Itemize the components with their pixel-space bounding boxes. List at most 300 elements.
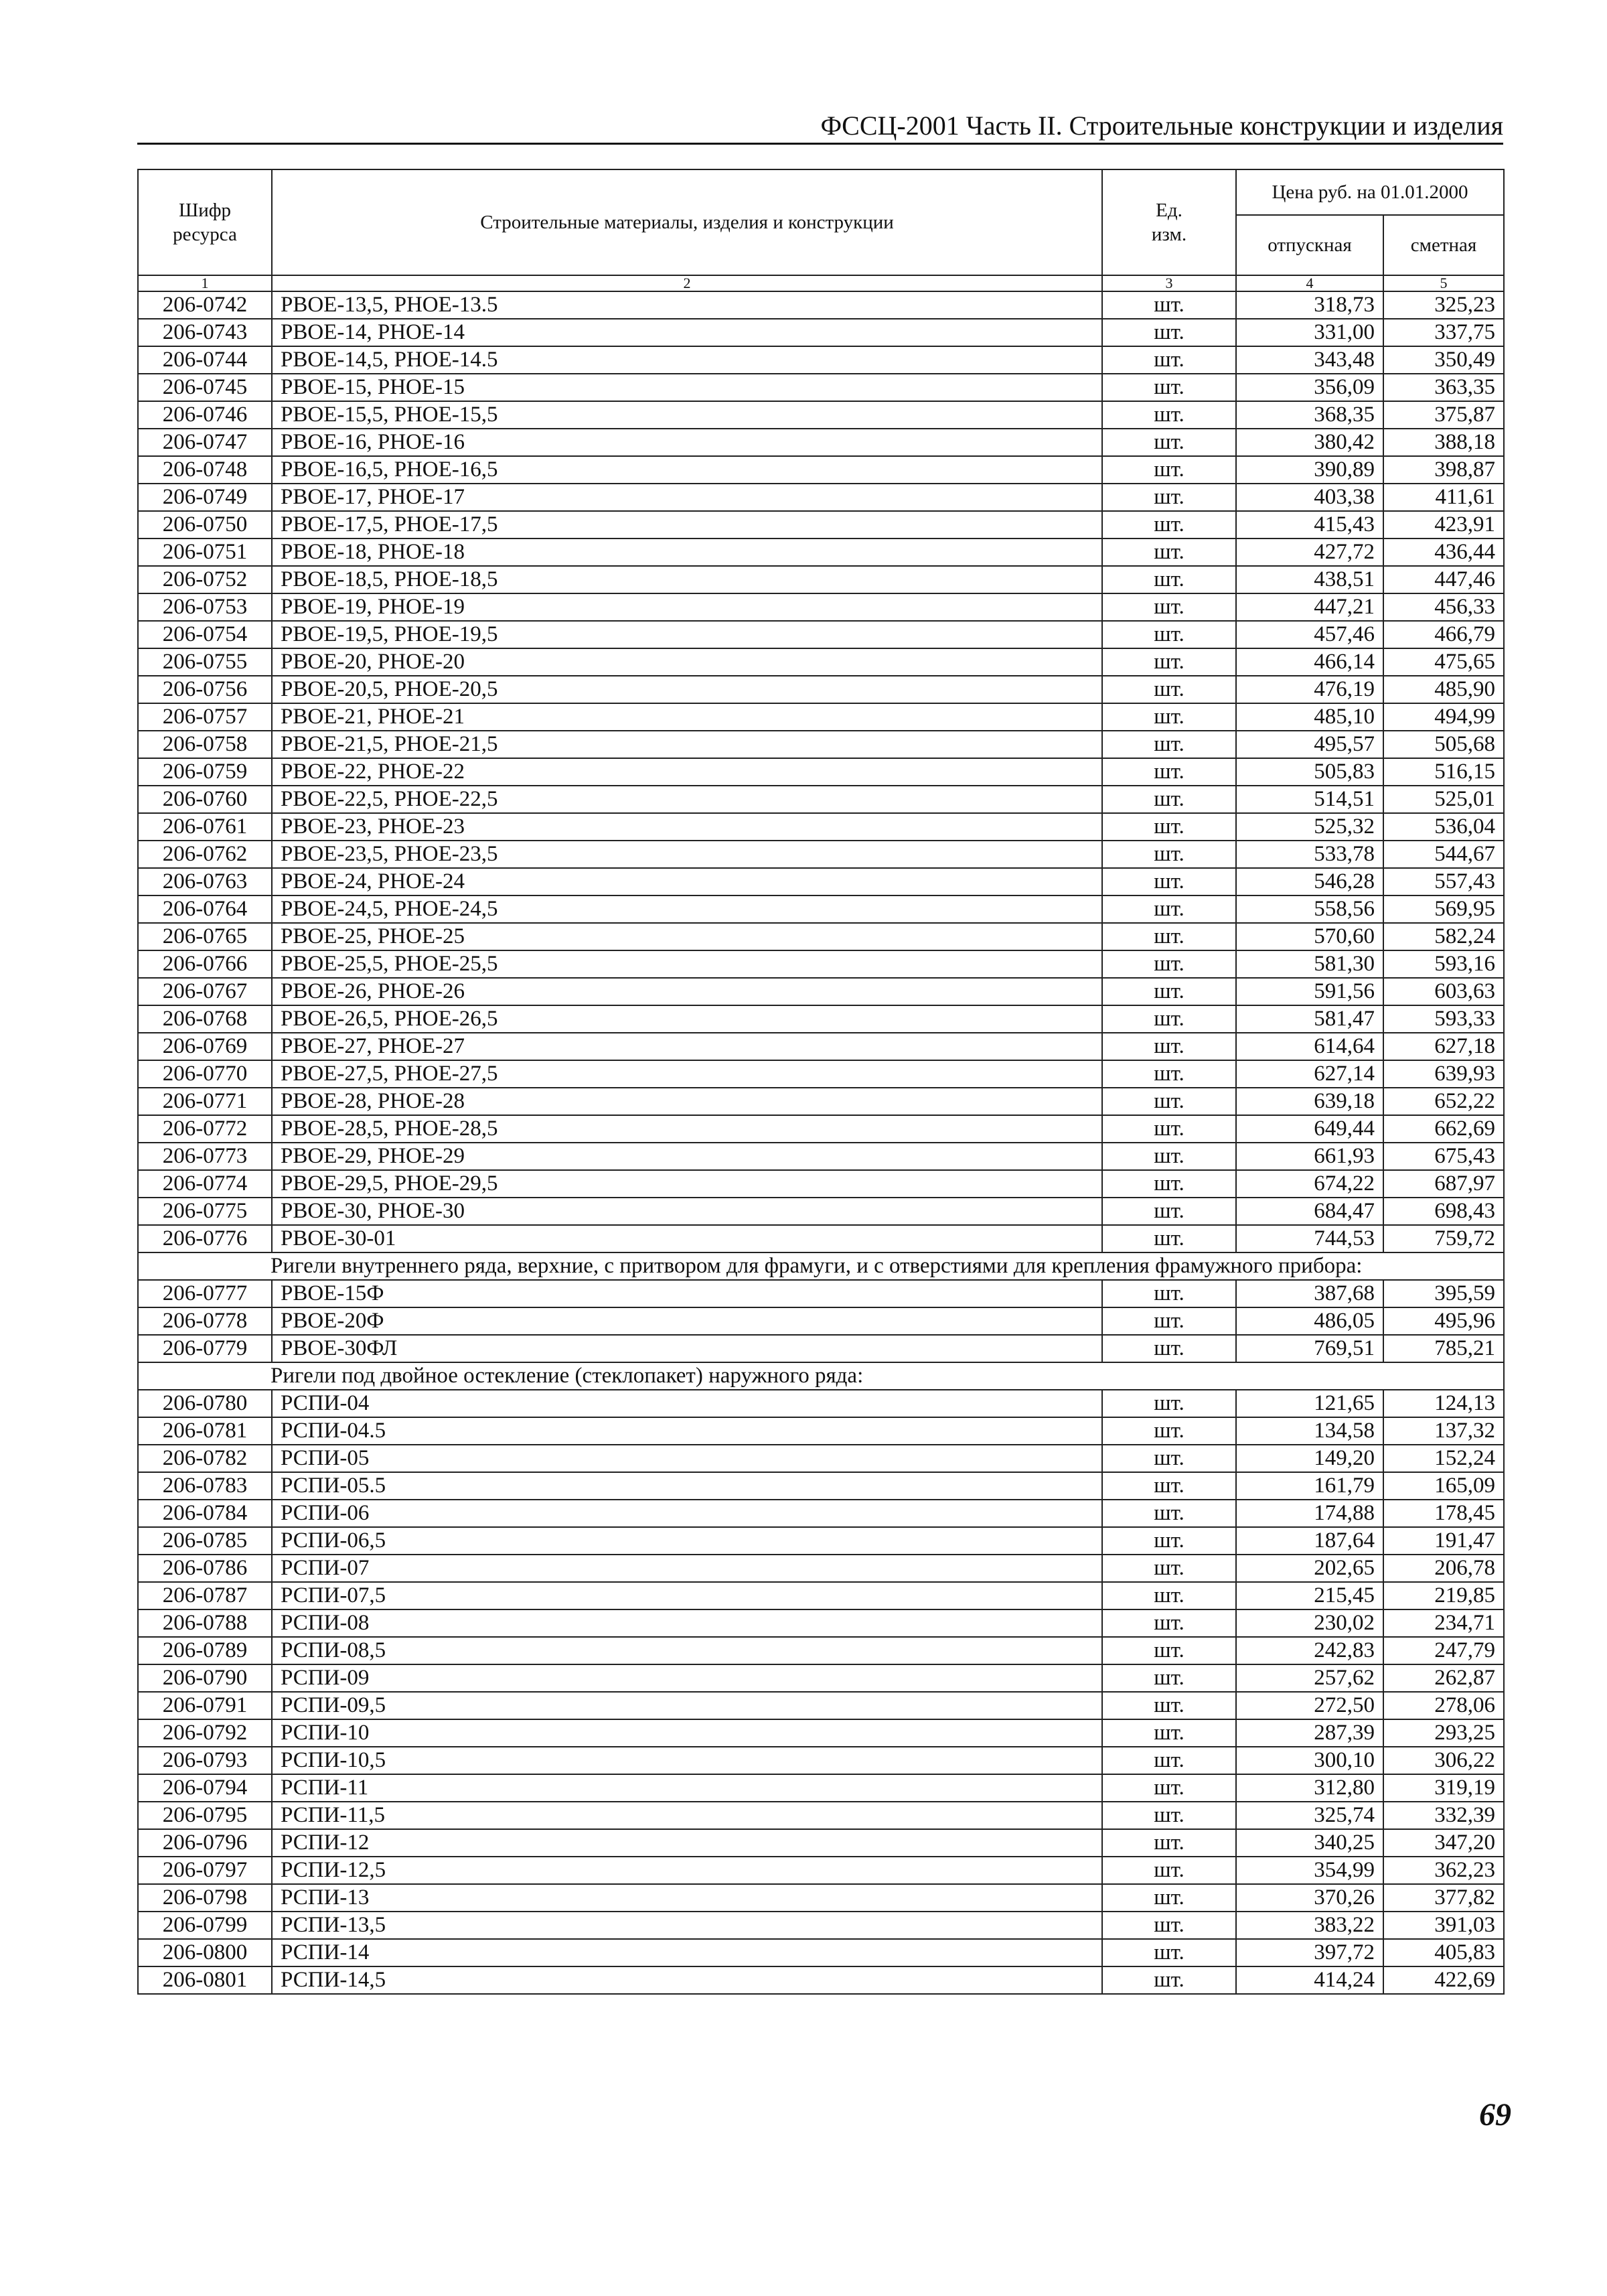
release-price-cell: 769,51 xyxy=(1236,1335,1383,1362)
unit-cell: шт. xyxy=(1102,758,1236,786)
column-header-release-price: отпускная xyxy=(1236,215,1383,275)
estimate-price-cell: 662,69 xyxy=(1383,1115,1504,1143)
unit-cell: шт. xyxy=(1102,813,1236,841)
estimate-price-cell: 466,79 xyxy=(1383,621,1504,648)
material-name-cell: РВОЕ-15,5, РНОЕ-15,5 xyxy=(272,401,1102,429)
table-row xyxy=(138,1609,1504,1637)
resource-code-cell: 206-0786 xyxy=(138,1555,272,1582)
material-name-cell: РВОЕ-15Ф xyxy=(272,1280,1102,1307)
resource-code-cell: 206-0745 xyxy=(138,374,272,401)
material-name-cell: РВОЕ-14,5, РНОЕ-14.5 xyxy=(272,346,1102,374)
material-name-cell: РВОЕ-28, РНОЕ-28 xyxy=(272,1088,1102,1115)
unit-cell: шт. xyxy=(1102,539,1236,566)
material-name-cell: РСПИ-05 xyxy=(272,1445,1102,1472)
material-name-cell: РВОЕ-17,5, РНОЕ-17,5 xyxy=(272,511,1102,539)
table-row xyxy=(138,786,1504,813)
material-name-cell: РВОЕ-18, РНОЕ-18 xyxy=(272,539,1102,566)
estimate-price-cell: 278,06 xyxy=(1383,1692,1504,1719)
release-price-cell: 368,35 xyxy=(1236,401,1383,429)
column-header-unit: Ед. изм. xyxy=(1102,169,1236,275)
material-name-cell: РВОЕ-13,5, РНОЕ-13.5 xyxy=(272,291,1102,319)
release-price-cell: 257,62 xyxy=(1236,1664,1383,1692)
unit-cell: шт. xyxy=(1102,978,1236,1005)
resource-code-cell: 206-0788 xyxy=(138,1609,272,1637)
column-number: 1 xyxy=(138,275,272,291)
unit-cell: шт. xyxy=(1102,1335,1236,1362)
estimate-price-cell: 191,47 xyxy=(1383,1527,1504,1555)
table-row xyxy=(138,1033,1504,1060)
release-price-cell: 272,50 xyxy=(1236,1692,1383,1719)
column-header-name: Строительные материалы, изделия и конструкции xyxy=(272,169,1102,275)
unit-cell: шт. xyxy=(1102,1307,1236,1335)
unit-cell: шт. xyxy=(1102,593,1236,621)
estimate-price-cell: 124,13 xyxy=(1383,1390,1504,1417)
table-row xyxy=(138,1088,1504,1115)
unit-cell: шт. xyxy=(1102,1060,1236,1088)
estimate-price-cell: 423,91 xyxy=(1383,511,1504,539)
table-row xyxy=(138,593,1504,621)
material-name-cell: РВОЕ-27, РНОЕ-27 xyxy=(272,1033,1102,1060)
resource-code-cell: 206-0756 xyxy=(138,676,272,703)
table-row xyxy=(138,1060,1504,1088)
unit-cell: шт. xyxy=(1102,319,1236,346)
unit-cell: шт. xyxy=(1102,841,1236,868)
release-price-cell: 312,80 xyxy=(1236,1774,1383,1802)
material-name-cell: РВОЕ-20, РНОЕ-20 xyxy=(272,648,1102,676)
material-name-cell: РВОЕ-29, РНОЕ-29 xyxy=(272,1143,1102,1170)
release-price-cell: 415,43 xyxy=(1236,511,1383,539)
table-row xyxy=(138,1884,1504,1912)
unit-cell: шт. xyxy=(1102,1005,1236,1033)
column-number: 4 xyxy=(1236,275,1383,291)
unit-cell: шт. xyxy=(1102,1884,1236,1912)
estimate-price-cell: 422,69 xyxy=(1383,1966,1504,1994)
table-row xyxy=(138,291,1504,319)
table-row xyxy=(138,456,1504,484)
resource-code-cell: 206-0746 xyxy=(138,401,272,429)
estimate-price-cell: 391,03 xyxy=(1383,1912,1504,1939)
resource-code-cell: 206-0759 xyxy=(138,758,272,786)
release-price-cell: 340,25 xyxy=(1236,1829,1383,1857)
column-number: 3 xyxy=(1102,275,1236,291)
resource-code-cell: 206-0743 xyxy=(138,319,272,346)
unit-cell: шт. xyxy=(1102,1637,1236,1664)
resource-code-cell: 206-0793 xyxy=(138,1747,272,1774)
release-price-cell: 397,72 xyxy=(1236,1939,1383,1966)
release-price-cell: 674,22 xyxy=(1236,1170,1383,1198)
release-price-cell: 591,56 xyxy=(1236,978,1383,1005)
release-price-cell: 161,79 xyxy=(1236,1472,1383,1500)
release-price-cell: 614,64 xyxy=(1236,1033,1383,1060)
resource-code-cell: 206-0752 xyxy=(138,566,272,593)
table-row xyxy=(138,1335,1504,1362)
unit-cell: шт. xyxy=(1102,429,1236,456)
release-price-cell: 466,14 xyxy=(1236,648,1383,676)
resource-code-cell: 206-0753 xyxy=(138,593,272,621)
resource-code-cell: 206-0762 xyxy=(138,841,272,868)
release-price-cell: 387,68 xyxy=(1236,1280,1383,1307)
material-name-cell: РВОЕ-20,5, РНОЕ-20,5 xyxy=(272,676,1102,703)
unit-cell: шт. xyxy=(1102,1527,1236,1555)
resource-code-cell: 206-0769 xyxy=(138,1033,272,1060)
table-row xyxy=(138,841,1504,868)
table-row xyxy=(138,868,1504,895)
estimate-price-cell: 388,18 xyxy=(1383,429,1504,456)
unit-cell: шт. xyxy=(1102,1582,1236,1609)
table-row xyxy=(138,703,1504,731)
material-name-cell: РСПИ-09 xyxy=(272,1664,1102,1692)
unit-cell: шт. xyxy=(1102,1115,1236,1143)
estimate-price-cell: 505,68 xyxy=(1383,731,1504,758)
section-heading-row xyxy=(138,1362,1504,1390)
table-row xyxy=(138,1912,1504,1939)
estimate-price-cell: 375,87 xyxy=(1383,401,1504,429)
release-price-cell: 661,93 xyxy=(1236,1143,1383,1170)
estimate-price-cell: 785,21 xyxy=(1383,1335,1504,1362)
estimate-price-cell: 325,23 xyxy=(1383,291,1504,319)
table-row xyxy=(138,566,1504,593)
material-name-cell: РВОЕ-14, РНОЕ-14 xyxy=(272,319,1102,346)
table-header-row xyxy=(138,169,1504,215)
resource-code-cell: 206-0750 xyxy=(138,511,272,539)
material-name-cell: РВОЕ-25, РНОЕ-25 xyxy=(272,923,1102,950)
release-price-cell: 627,14 xyxy=(1236,1060,1383,1088)
material-name-cell: РВОЕ-27,5, РНОЕ-27,5 xyxy=(272,1060,1102,1088)
material-name-cell: РВОЕ-19,5, РНОЕ-19,5 xyxy=(272,621,1102,648)
resource-code-cell: 206-0782 xyxy=(138,1445,272,1472)
estimate-price-cell: 593,16 xyxy=(1383,950,1504,978)
resource-code-cell: 206-0751 xyxy=(138,539,272,566)
material-name-cell: РВОЕ-22,5, РНОЕ-22,5 xyxy=(272,786,1102,813)
table-row xyxy=(138,731,1504,758)
estimate-price-cell: 603,63 xyxy=(1383,978,1504,1005)
material-name-cell: РСПИ-13,5 xyxy=(272,1912,1102,1939)
material-name-cell: РСПИ-14,5 xyxy=(272,1966,1102,1994)
resource-code-cell: 206-0772 xyxy=(138,1115,272,1143)
unit-cell: шт. xyxy=(1102,1445,1236,1472)
unit-cell: шт. xyxy=(1102,1829,1236,1857)
resource-code-cell: 206-0789 xyxy=(138,1637,272,1664)
release-price-cell: 525,32 xyxy=(1236,813,1383,841)
table-row xyxy=(138,895,1504,923)
release-price-cell: 476,19 xyxy=(1236,676,1383,703)
release-price-cell: 514,51 xyxy=(1236,786,1383,813)
estimate-price-cell: 593,33 xyxy=(1383,1005,1504,1033)
material-name-cell: РСПИ-10,5 xyxy=(272,1747,1102,1774)
resource-code-cell: 206-0748 xyxy=(138,456,272,484)
estimate-price-cell: 247,79 xyxy=(1383,1637,1504,1664)
material-name-cell: РВОЕ-30, РНОЕ-30 xyxy=(272,1198,1102,1225)
table-row xyxy=(138,1417,1504,1445)
estimate-price-cell: 652,22 xyxy=(1383,1088,1504,1115)
table-row xyxy=(138,1500,1504,1527)
table-row xyxy=(138,1802,1504,1829)
release-price-cell: 343,48 xyxy=(1236,346,1383,374)
material-name-cell: РСПИ-04.5 xyxy=(272,1417,1102,1445)
release-price-cell: 134,58 xyxy=(1236,1417,1383,1445)
unit-cell: шт. xyxy=(1102,703,1236,731)
table-row xyxy=(138,484,1504,511)
material-name-cell: РВОЕ-16,5, РНОЕ-16,5 xyxy=(272,456,1102,484)
material-name-cell: РВОЕ-30ФЛ xyxy=(272,1335,1102,1362)
estimate-price-cell: 494,99 xyxy=(1383,703,1504,731)
resource-code-cell: 206-0749 xyxy=(138,484,272,511)
resource-code-cell: 206-0758 xyxy=(138,731,272,758)
release-price-cell: 287,39 xyxy=(1236,1719,1383,1747)
table-row xyxy=(138,374,1504,401)
material-name-cell: РСПИ-05.5 xyxy=(272,1472,1102,1500)
resource-code-cell: 206-0801 xyxy=(138,1966,272,1994)
material-name-cell: РВОЕ-30-01 xyxy=(272,1225,1102,1252)
table-row xyxy=(138,1939,1504,1966)
estimate-price-cell: 582,24 xyxy=(1383,923,1504,950)
unit-cell: шт. xyxy=(1102,786,1236,813)
material-name-cell: РВОЕ-24, РНОЕ-24 xyxy=(272,868,1102,895)
material-name-cell: РВОЕ-22, РНОЕ-22 xyxy=(272,758,1102,786)
release-price-cell: 390,89 xyxy=(1236,456,1383,484)
release-price-cell: 356,09 xyxy=(1236,374,1383,401)
estimate-price-cell: 639,93 xyxy=(1383,1060,1504,1088)
resource-code-cell: 206-0754 xyxy=(138,621,272,648)
table-row xyxy=(138,758,1504,786)
material-name-cell: РСПИ-07,5 xyxy=(272,1582,1102,1609)
release-price-cell: 230,02 xyxy=(1236,1609,1383,1637)
resource-code-cell: 206-0763 xyxy=(138,868,272,895)
table-row xyxy=(138,1390,1504,1417)
unit-cell: шт. xyxy=(1102,291,1236,319)
material-name-cell: РСПИ-06,5 xyxy=(272,1527,1102,1555)
resource-code-cell: 206-0760 xyxy=(138,786,272,813)
estimate-price-cell: 165,09 xyxy=(1383,1472,1504,1500)
estimate-price-cell: 137,32 xyxy=(1383,1417,1504,1445)
resource-code-cell: 206-0757 xyxy=(138,703,272,731)
material-name-cell: РВОЕ-23, РНОЕ-23 xyxy=(272,813,1102,841)
estimate-price-cell: 759,72 xyxy=(1383,1225,1504,1252)
release-price-cell: 486,05 xyxy=(1236,1307,1383,1335)
release-price-cell: 427,72 xyxy=(1236,539,1383,566)
estimate-price-cell: 234,71 xyxy=(1383,1609,1504,1637)
estimate-price-cell: 319,19 xyxy=(1383,1774,1504,1802)
resource-price-table xyxy=(137,169,1505,1995)
material-name-cell: РВОЕ-23,5, РНОЕ-23,5 xyxy=(272,841,1102,868)
table-row xyxy=(138,923,1504,950)
release-price-cell: 447,21 xyxy=(1236,593,1383,621)
estimate-price-cell: 152,24 xyxy=(1383,1445,1504,1472)
estimate-price-cell: 219,85 xyxy=(1383,1582,1504,1609)
unit-cell: шт. xyxy=(1102,895,1236,923)
release-price-cell: 215,45 xyxy=(1236,1582,1383,1609)
estimate-price-cell: 362,23 xyxy=(1383,1857,1504,1884)
estimate-price-cell: 178,45 xyxy=(1383,1500,1504,1527)
table-row xyxy=(138,1664,1504,1692)
unit-cell: шт. xyxy=(1102,1417,1236,1445)
unit-cell: шт. xyxy=(1102,1555,1236,1582)
unit-cell: шт. xyxy=(1102,1912,1236,1939)
unit-cell: шт. xyxy=(1102,374,1236,401)
release-price-cell: 495,57 xyxy=(1236,731,1383,758)
release-price-cell: 174,88 xyxy=(1236,1500,1383,1527)
material-name-cell: РВОЕ-19, РНОЕ-19 xyxy=(272,593,1102,621)
estimate-price-cell: 475,65 xyxy=(1383,648,1504,676)
table-row xyxy=(138,319,1504,346)
estimate-price-cell: 627,18 xyxy=(1383,1033,1504,1060)
material-name-cell: РВОЕ-25,5, РНОЕ-25,5 xyxy=(272,950,1102,978)
table-row xyxy=(138,1280,1504,1307)
estimate-price-cell: 306,22 xyxy=(1383,1747,1504,1774)
table-row xyxy=(138,1005,1504,1033)
unit-cell: шт. xyxy=(1102,1719,1236,1747)
estimate-price-cell: 411,61 xyxy=(1383,484,1504,511)
table-row xyxy=(138,346,1504,374)
unit-cell: шт. xyxy=(1102,950,1236,978)
unit-cell: шт. xyxy=(1102,346,1236,374)
release-price-cell: 121,65 xyxy=(1236,1390,1383,1417)
table-row xyxy=(138,401,1504,429)
table-row xyxy=(138,1445,1504,1472)
page-header: ФССЦ-2001 Часть II. Строительные конструкции и изделия xyxy=(137,111,1503,145)
column-header-code: Шифр ресурса xyxy=(138,169,272,275)
material-name-cell: РСПИ-14 xyxy=(272,1939,1102,1966)
unit-cell: шт. xyxy=(1102,484,1236,511)
material-name-cell: РВОЕ-18,5, РНОЕ-18,5 xyxy=(272,566,1102,593)
unit-cell: шт. xyxy=(1102,1692,1236,1719)
resource-code-cell: 206-0780 xyxy=(138,1390,272,1417)
material-name-cell: РСПИ-10 xyxy=(272,1719,1102,1747)
table-row xyxy=(138,429,1504,456)
estimate-price-cell: 350,49 xyxy=(1383,346,1504,374)
page-number: 69 xyxy=(1479,2097,1511,2133)
resource-code-cell: 206-0796 xyxy=(138,1829,272,1857)
resource-code-cell: 206-0797 xyxy=(138,1857,272,1884)
table-row xyxy=(138,1115,1504,1143)
estimate-price-cell: 262,87 xyxy=(1383,1664,1504,1692)
resource-code-cell: 206-0774 xyxy=(138,1170,272,1198)
release-price-cell: 300,10 xyxy=(1236,1747,1383,1774)
table-row xyxy=(138,1527,1504,1555)
section-heading: Ригели под двойное остекление (стеклопакет) наружного ряда: xyxy=(138,1362,1504,1390)
release-price-cell: 457,46 xyxy=(1236,621,1383,648)
table-row xyxy=(138,1692,1504,1719)
release-price-cell: 187,64 xyxy=(1236,1527,1383,1555)
estimate-price-cell: 516,15 xyxy=(1383,758,1504,786)
release-price-cell: 403,38 xyxy=(1236,484,1383,511)
table-row xyxy=(138,1143,1504,1170)
release-price-cell: 354,99 xyxy=(1236,1857,1383,1884)
estimate-price-cell: 405,83 xyxy=(1383,1939,1504,1966)
unit-cell: шт. xyxy=(1102,676,1236,703)
release-price-cell: 558,56 xyxy=(1236,895,1383,923)
estimate-price-cell: 377,82 xyxy=(1383,1884,1504,1912)
unit-cell: шт. xyxy=(1102,1857,1236,1884)
resource-code-cell: 206-0784 xyxy=(138,1500,272,1527)
release-price-cell: 202,65 xyxy=(1236,1555,1383,1582)
resource-code-cell: 206-0783 xyxy=(138,1472,272,1500)
estimate-price-cell: 495,96 xyxy=(1383,1307,1504,1335)
unit-cell: шт. xyxy=(1102,511,1236,539)
release-price-cell: 331,00 xyxy=(1236,319,1383,346)
table-row xyxy=(138,511,1504,539)
material-name-cell: РВОЕ-15, РНОЕ-15 xyxy=(272,374,1102,401)
table-row xyxy=(138,1555,1504,1582)
unit-cell: шт. xyxy=(1102,1747,1236,1774)
column-header-price: Цена руб. на 01.01.2000 xyxy=(1236,169,1504,215)
release-price-cell: 149,20 xyxy=(1236,1445,1383,1472)
material-name-cell: РВОЕ-21, РНОЕ-21 xyxy=(272,703,1102,731)
estimate-price-cell: 395,59 xyxy=(1383,1280,1504,1307)
resource-code-cell: 206-0798 xyxy=(138,1884,272,1912)
release-price-cell: 242,83 xyxy=(1236,1637,1383,1664)
estimate-price-cell: 698,43 xyxy=(1383,1198,1504,1225)
estimate-price-cell: 293,25 xyxy=(1383,1719,1504,1747)
column-number: 2 xyxy=(272,275,1102,291)
table-row xyxy=(138,950,1504,978)
unit-cell: шт. xyxy=(1102,1280,1236,1307)
material-name-cell: РВОЕ-26,5, РНОЕ-26,5 xyxy=(272,1005,1102,1033)
table-row xyxy=(138,1774,1504,1802)
release-price-cell: 639,18 xyxy=(1236,1088,1383,1115)
resource-code-cell: 206-0779 xyxy=(138,1335,272,1362)
unit-cell: шт. xyxy=(1102,1939,1236,1966)
resource-code-cell: 206-0800 xyxy=(138,1939,272,1966)
resource-code-cell: 206-0792 xyxy=(138,1719,272,1747)
resource-code-cell: 206-0742 xyxy=(138,291,272,319)
resource-code-cell: 206-0744 xyxy=(138,346,272,374)
material-name-cell: РСПИ-13 xyxy=(272,1884,1102,1912)
table-row xyxy=(138,648,1504,676)
estimate-price-cell: 485,90 xyxy=(1383,676,1504,703)
table-row xyxy=(138,1829,1504,1857)
material-name-cell: РВОЕ-21,5, РНОЕ-21,5 xyxy=(272,731,1102,758)
release-price-cell: 570,60 xyxy=(1236,923,1383,950)
resource-code-cell: 206-0775 xyxy=(138,1198,272,1225)
release-price-cell: 581,47 xyxy=(1236,1005,1383,1033)
table-row xyxy=(138,1198,1504,1225)
material-name-cell: РСПИ-12 xyxy=(272,1829,1102,1857)
unit-cell: шт. xyxy=(1102,1390,1236,1417)
estimate-price-cell: 525,01 xyxy=(1383,786,1504,813)
release-price-cell: 485,10 xyxy=(1236,703,1383,731)
estimate-price-cell: 456,33 xyxy=(1383,593,1504,621)
material-name-cell: РСПИ-04 xyxy=(272,1390,1102,1417)
column-header-estimate-price: сметная xyxy=(1383,215,1504,275)
section-heading: Ригели внутреннего ряда, верхние, с притвором для фрамуги, и с отверстиями для крепления фрамужного прибора: xyxy=(138,1252,1504,1280)
resource-code-cell: 206-0770 xyxy=(138,1060,272,1088)
estimate-price-cell: 206,78 xyxy=(1383,1555,1504,1582)
estimate-price-cell: 363,35 xyxy=(1383,374,1504,401)
resource-code-cell: 206-0761 xyxy=(138,813,272,841)
table-row xyxy=(138,1472,1504,1500)
material-name-cell: РВОЕ-24,5, РНОЕ-24,5 xyxy=(272,895,1102,923)
unit-cell: шт. xyxy=(1102,1774,1236,1802)
unit-cell: шт. xyxy=(1102,1664,1236,1692)
estimate-price-cell: 544,67 xyxy=(1383,841,1504,868)
estimate-price-cell: 569,95 xyxy=(1383,895,1504,923)
material-name-cell: РВОЕ-26, РНОЕ-26 xyxy=(272,978,1102,1005)
resource-code-cell: 206-0771 xyxy=(138,1088,272,1115)
release-price-cell: 383,22 xyxy=(1236,1912,1383,1939)
table-row xyxy=(138,813,1504,841)
estimate-price-cell: 332,39 xyxy=(1383,1802,1504,1829)
material-name-cell: РСПИ-08 xyxy=(272,1609,1102,1637)
estimate-price-cell: 447,46 xyxy=(1383,566,1504,593)
resource-code-cell: 206-0768 xyxy=(138,1005,272,1033)
release-price-cell: 581,30 xyxy=(1236,950,1383,978)
resource-code-cell: 206-0764 xyxy=(138,895,272,923)
resource-code-cell: 206-0778 xyxy=(138,1307,272,1335)
material-name-cell: РСПИ-12,5 xyxy=(272,1857,1102,1884)
unit-cell: шт. xyxy=(1102,648,1236,676)
unit-cell: шт. xyxy=(1102,1472,1236,1500)
